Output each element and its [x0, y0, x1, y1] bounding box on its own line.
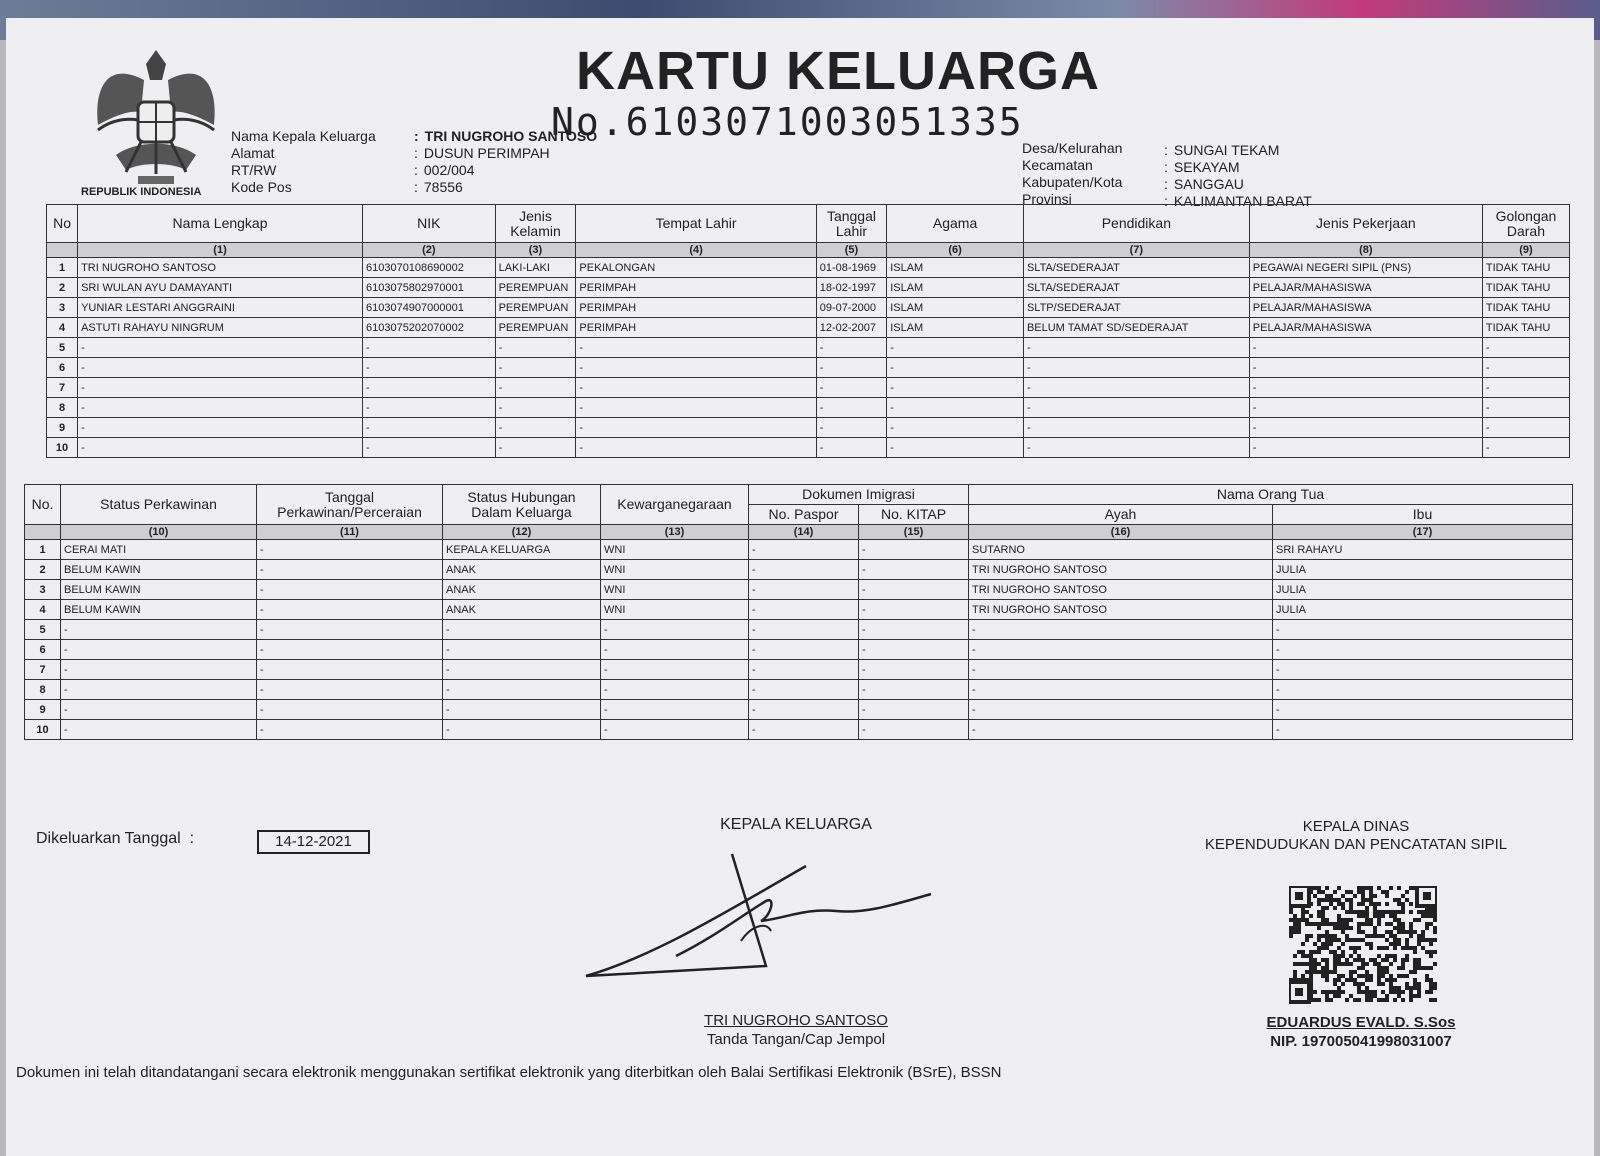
issued-date-label [36, 830, 194, 848]
status-header-row-1 [25, 485, 1573, 505]
status-cell: - [749, 620, 859, 640]
member-cell: - [495, 438, 576, 458]
status-cell: - [601, 620, 749, 640]
column-number: (13) [601, 525, 749, 540]
member-cell: - [362, 398, 495, 418]
status-cell: - [601, 640, 749, 660]
official-title-1: KEPALA DINAS [1302, 818, 1410, 835]
head-signature-caption: Tanda Tangan/Cap Jempol [706, 1031, 886, 1048]
status-cell: - [257, 540, 443, 560]
header-agama: Agama [887, 205, 1024, 243]
status-cell: - [749, 720, 859, 740]
status-cell: - [257, 720, 443, 740]
status-cell: JULIA [1273, 580, 1573, 600]
member-cell: - [576, 398, 816, 418]
member-cell: - [576, 338, 816, 358]
document-title: KARTU KELUARGA [576, 41, 1100, 101]
status-row [25, 640, 1573, 660]
status-cell: - [1273, 640, 1573, 660]
member-cell: - [887, 358, 1024, 378]
status-cell: - [969, 640, 1273, 660]
row-number: 8 [47, 398, 78, 418]
column-number [47, 243, 78, 258]
kodepos-value: 78556 [423, 179, 463, 195]
status-cell: - [969, 680, 1273, 700]
member-row [47, 418, 1570, 438]
status-cell: BELUM KAWIN [61, 560, 257, 580]
row-number: 4 [25, 600, 61, 620]
row-number: 4 [47, 318, 78, 338]
header-fields-left [231, 128, 376, 196]
member-cell: TIDAK TAHU [1482, 258, 1569, 278]
family-card-number: No.6103071003051335 [551, 100, 1024, 144]
member-cell: - [362, 338, 495, 358]
column-number: (16) [969, 525, 1273, 540]
member-cell: - [1249, 438, 1482, 458]
member-cell: PEKALONGAN [576, 258, 816, 278]
member-cell: - [1249, 418, 1482, 438]
status-cell: - [749, 540, 859, 560]
rtrw-value: 002/004 [423, 162, 475, 178]
status-cell: - [749, 700, 859, 720]
member-cell: 09-07-2000 [816, 298, 886, 318]
member-cell: - [362, 358, 495, 378]
status-cell: - [859, 540, 969, 560]
member-cell: ISLAM [887, 318, 1024, 338]
member-cell: PELAJAR/MAHASISWA [1249, 298, 1482, 318]
member-cell: - [816, 418, 886, 438]
member-cell: 18-02-1997 [816, 278, 886, 298]
row-number: 3 [25, 580, 61, 600]
member-cell: - [1023, 358, 1249, 378]
head-signature-title: KEPALA KELUARGA [720, 816, 872, 833]
member-cell: - [1482, 398, 1569, 418]
header-jenis-kelamin: Jenis Kelamin [495, 205, 576, 243]
status-row [25, 700, 1573, 720]
members-column-number-row [47, 243, 1570, 258]
member-cell: TIDAK TAHU [1482, 278, 1569, 298]
member-row [47, 338, 1570, 358]
status-cell: - [859, 680, 969, 700]
member-cell: PERIMPAH [576, 318, 816, 338]
desa-value: SUNGAI TEKAM [1173, 142, 1280, 158]
member-cell: - [576, 358, 816, 378]
status-cell: - [257, 680, 443, 700]
column-number: (14) [749, 525, 859, 540]
status-cell: - [749, 640, 859, 660]
member-cell: TIDAK TAHU [1482, 318, 1569, 338]
status-row [25, 720, 1573, 740]
member-cell: PEGAWAI NEGERI SIPIL (PNS) [1249, 258, 1482, 278]
row-number: 6 [25, 640, 61, 660]
member-cell: - [1023, 378, 1249, 398]
member-cell: - [1249, 338, 1482, 358]
header-tempat-lahir: Tempat Lahir [576, 205, 816, 243]
member-cell: SLTA/SEDERAJAT [1023, 278, 1249, 298]
header-no: No [47, 205, 78, 243]
member-cell: - [362, 418, 495, 438]
column-number: (6) [887, 243, 1024, 258]
member-row [47, 298, 1570, 318]
member-cell: - [1482, 358, 1569, 378]
row-number: 9 [25, 700, 61, 720]
status-cell: - [859, 700, 969, 720]
status-cell: - [749, 660, 859, 680]
status-cell: - [443, 700, 601, 720]
official-name: EDUARDUS EVALD. S.Sos [1266, 1014, 1456, 1031]
status-row [25, 620, 1573, 640]
header-golongan-darah: Golongan Darah [1482, 205, 1569, 243]
member-cell: PEREMPUAN [495, 318, 576, 338]
status-row [25, 680, 1573, 700]
status-row [25, 560, 1573, 580]
member-cell: - [495, 418, 576, 438]
status-cell: ANAK [443, 560, 601, 580]
status-cell: - [859, 640, 969, 660]
field-label-kecamatan: Kecamatan [1022, 157, 1093, 173]
header-pendidikan: Pendidikan [1023, 205, 1249, 243]
member-cell: - [887, 378, 1024, 398]
header-jenis-pekerjaan: Jenis Pekerjaan [1249, 205, 1482, 243]
member-cell: PEREMPUAN [495, 278, 576, 298]
member-cell: - [1482, 438, 1569, 458]
status-cell: - [749, 600, 859, 620]
status-cell: WNI [601, 540, 749, 560]
family-card-document [6, 18, 1594, 1156]
member-cell: 01-08-1969 [816, 258, 886, 278]
handwritten-signature-icon [566, 846, 946, 996]
column-number: (7) [1023, 243, 1249, 258]
member-cell: PELAJAR/MAHASISWA [1249, 278, 1482, 298]
member-row [47, 358, 1570, 378]
row-number: 6 [47, 358, 78, 378]
status-cell: - [257, 600, 443, 620]
member-cell: SLTA/SEDERAJAT [1023, 258, 1249, 278]
status-cell: - [443, 620, 601, 640]
status-row [25, 540, 1573, 560]
member-cell: 6103075802970001 [362, 278, 495, 298]
row-number: 7 [25, 660, 61, 680]
field-label-kepala: Nama Kepala Keluarga [231, 128, 376, 144]
status-column-number-row [25, 525, 1573, 540]
field-label-kodepos: Kode Pos [231, 179, 292, 195]
header-tanggal-perkawinan: Tanggal Perkawinan/Perceraian [257, 485, 443, 525]
row-number: 9 [47, 418, 78, 438]
status-cell: - [257, 640, 443, 660]
member-cell: 6103075202070002 [362, 318, 495, 338]
status-cell: KEPALA KELUARGA [443, 540, 601, 560]
column-number: (3) [495, 243, 576, 258]
member-cell: PERIMPAH [576, 278, 816, 298]
status-cell: - [859, 620, 969, 640]
status-cell: - [969, 620, 1273, 640]
status-cell: - [257, 620, 443, 640]
status-cell: - [969, 720, 1273, 740]
status-cell: - [61, 640, 257, 660]
member-cell: - [362, 438, 495, 458]
column-number: (11) [257, 525, 443, 540]
header-dokumen-imigrasi: Dokumen Imigrasi [749, 485, 969, 505]
status-cell: - [859, 660, 969, 680]
status-cell: - [443, 720, 601, 740]
row-number: 10 [47, 438, 78, 458]
status-row [25, 600, 1573, 620]
column-number: (2) [362, 243, 495, 258]
member-cell: ASTUTI RAHAYU NINGRUM [78, 318, 363, 338]
status-cell: SUTARNO [969, 540, 1273, 560]
status-cell: - [601, 720, 749, 740]
member-cell: - [1249, 378, 1482, 398]
member-cell: - [576, 438, 816, 458]
member-row [47, 398, 1570, 418]
status-cell: TRI NUGROHO SANTOSO [969, 580, 1273, 600]
official-title-2: KEPENDUDUKAN DAN PENCATATAN SIPIL [1204, 836, 1508, 853]
member-cell: - [78, 378, 363, 398]
header-ibu: Ibu [1273, 505, 1573, 525]
status-cell: WNI [601, 580, 749, 600]
status-cell: - [969, 700, 1273, 720]
member-cell: - [887, 438, 1024, 458]
header-no-kitap: No. KITAP [859, 505, 969, 525]
status-cell: - [61, 680, 257, 700]
status-row [25, 580, 1573, 600]
member-cell: SLTP/SEDERAJAT [1023, 298, 1249, 318]
head-signature-name: TRI NUGROHO SANTOSO [704, 1012, 888, 1029]
member-cell: - [1249, 398, 1482, 418]
field-label-alamat: Alamat [231, 145, 275, 161]
issued-label-text: Dikeluarkan Tanggal [36, 830, 181, 847]
field-label-rtrw: RT/RW [231, 162, 277, 178]
row-number: 2 [47, 278, 78, 298]
row-number: 1 [47, 258, 78, 278]
status-cell: - [601, 700, 749, 720]
row-number: 1 [25, 540, 61, 560]
member-cell: - [576, 418, 816, 438]
member-cell: LAKI-LAKI [495, 258, 576, 278]
header-fields-right [1022, 140, 1122, 208]
row-number: 5 [25, 620, 61, 640]
header-tanggal-lahir: Tanggal Lahir [816, 205, 886, 243]
status-cell: JULIA [1273, 600, 1573, 620]
field-label-desa: Desa/Kelurahan [1022, 140, 1123, 156]
status-cell: JULIA [1273, 560, 1573, 580]
header-ayah: Ayah [969, 505, 1273, 525]
member-cell: ISLAM [887, 258, 1024, 278]
status-row [25, 660, 1573, 680]
provinsi-value: KALIMANTAN BARAT [1173, 193, 1312, 209]
row-number: 2 [25, 560, 61, 580]
member-cell: - [495, 338, 576, 358]
member-cell: - [362, 378, 495, 398]
status-cell: - [61, 620, 257, 640]
member-cell: - [816, 378, 886, 398]
column-number: (8) [1249, 243, 1482, 258]
status-cell: - [601, 680, 749, 700]
member-cell: - [887, 418, 1024, 438]
member-cell: - [1249, 358, 1482, 378]
status-cell: - [601, 660, 749, 680]
kecamatan-value: SEKAYAM [1173, 159, 1240, 175]
member-cell: - [495, 378, 576, 398]
header-kewarganegaraan: Kewarganegaraan [601, 485, 749, 525]
column-number: (15) [859, 525, 969, 540]
member-cell: - [78, 358, 363, 378]
status-cell: - [749, 560, 859, 580]
column-number: (4) [576, 243, 816, 258]
member-cell: - [576, 378, 816, 398]
member-cell: 6103070108690002 [362, 258, 495, 278]
member-cell: 12-02-2007 [816, 318, 886, 338]
alamat-value: DUSUN PERIMPAH [423, 145, 550, 161]
members-header-row [47, 205, 1570, 243]
member-cell: TRI NUGROHO SANTOSO [78, 258, 363, 278]
member-row [47, 318, 1570, 338]
member-cell: ISLAM [887, 278, 1024, 298]
row-number: 5 [47, 338, 78, 358]
status-cell: ANAK [443, 600, 601, 620]
column-number: (12) [443, 525, 601, 540]
column-number: (10) [61, 525, 257, 540]
member-cell: PEREMPUAN [495, 298, 576, 318]
member-cell: - [1023, 338, 1249, 358]
status-cell: - [859, 580, 969, 600]
member-cell: - [1482, 378, 1569, 398]
status-cell: - [257, 700, 443, 720]
status-cell: - [749, 680, 859, 700]
member-row [47, 258, 1570, 278]
members-table [46, 204, 1570, 458]
member-cell: PERIMPAH [576, 298, 816, 318]
status-cell: - [1273, 620, 1573, 640]
column-number: (9) [1482, 243, 1569, 258]
member-cell: - [78, 338, 363, 358]
status-cell: BELUM KAWIN [61, 580, 257, 600]
kepala-keluarga-value: TRI NUGROHO SANTOSO [424, 128, 598, 144]
status-cell: - [257, 560, 443, 580]
field-label-provinsi: Provinsi [1022, 191, 1072, 207]
status-cell: TRI NUGROHO SANTOSO [969, 600, 1273, 620]
status-cell: - [61, 700, 257, 720]
status-cell: - [749, 580, 859, 600]
status-cell: - [443, 660, 601, 680]
member-cell: - [78, 418, 363, 438]
emblem-caption: REPUBLIK INDONESIA [81, 186, 202, 198]
status-cell: WNI [601, 560, 749, 580]
column-number [25, 525, 61, 540]
status-cell: - [969, 660, 1273, 680]
header-values-right: : SUNGAI TEKAM : SEKAYAM : SANGGAU : KALIMANTAN BARAT [1164, 142, 1312, 209]
garuda-emblem-icon [86, 40, 226, 195]
member-cell: - [78, 438, 363, 458]
member-cell: - [1482, 338, 1569, 358]
status-cell: TRI NUGROHO SANTOSO [969, 560, 1273, 580]
status-cell: - [859, 560, 969, 580]
status-cell: BELUM KAWIN [61, 600, 257, 620]
member-cell: - [1023, 418, 1249, 438]
status-cell: - [1273, 720, 1573, 740]
field-label-kabupaten: Kabupaten/Kota [1022, 174, 1123, 190]
member-cell: 6103074907000001 [362, 298, 495, 318]
column-number: (5) [816, 243, 886, 258]
issued-date-value: 14-12-2021 [257, 830, 370, 854]
status-cell: - [1273, 700, 1573, 720]
member-cell: - [1023, 438, 1249, 458]
header-no-paspor: No. Paspor [749, 505, 859, 525]
member-row [47, 438, 1570, 458]
member-cell: - [816, 358, 886, 378]
status-cell: CERAI MATI [61, 540, 257, 560]
header-values-left: : TRI NUGROHO SANTOSO : DUSUN PERIMPAH : 002/004 : 78556 [414, 128, 598, 195]
member-cell: - [1482, 418, 1569, 438]
member-cell: - [1023, 398, 1249, 418]
row-number: 3 [47, 298, 78, 318]
header-nama-lengkap: Nama Lengkap [78, 205, 363, 243]
issued-separator: : [189, 830, 195, 847]
status-cell: - [1273, 680, 1573, 700]
member-cell: BELUM TAMAT SD/SEDERAJAT [1023, 318, 1249, 338]
row-number: 10 [25, 720, 61, 740]
status-cell: WNI [601, 600, 749, 620]
header-nik: NIK [362, 205, 495, 243]
status-cell: SRI RAHAYU [1273, 540, 1573, 560]
kabupaten-value: SANGGAU [1173, 176, 1244, 192]
header-no-2: No. [25, 485, 61, 525]
member-cell: - [816, 338, 886, 358]
member-cell: - [887, 398, 1024, 418]
member-cell: - [495, 398, 576, 418]
row-number: 7 [47, 378, 78, 398]
status-cell: - [257, 660, 443, 680]
qr-code-icon [1289, 886, 1437, 1004]
status-cell: - [61, 660, 257, 680]
status-cell: - [257, 580, 443, 600]
status-cell: - [1273, 660, 1573, 680]
member-row [47, 378, 1570, 398]
member-cell: ISLAM [887, 298, 1024, 318]
member-row [47, 278, 1570, 298]
status-cell: ANAK [443, 580, 601, 600]
member-cell: - [887, 338, 1024, 358]
member-cell: - [816, 398, 886, 418]
status-table [24, 484, 1573, 740]
column-number: (1) [78, 243, 363, 258]
header-nama-orang-tua: Nama Orang Tua [969, 485, 1573, 505]
header-status-hubungan: Status Hubungan Dalam Keluarga [443, 485, 601, 525]
column-number: (17) [1273, 525, 1573, 540]
official-nip: NIP. 197005041998031007 [1270, 1033, 1452, 1050]
member-cell: SRI WULAN AYU DAMAYANTI [78, 278, 363, 298]
status-cell: - [859, 720, 969, 740]
member-cell: TIDAK TAHU [1482, 298, 1569, 318]
status-cell: - [61, 720, 257, 740]
member-cell: PELAJAR/MAHASISWA [1249, 318, 1482, 338]
status-cell: - [859, 600, 969, 620]
row-number: 8 [25, 680, 61, 700]
member-cell: - [78, 398, 363, 418]
status-cell: - [443, 640, 601, 660]
electronic-signature-note: Dokumen ini telah ditandatangani secara elektronik menggunakan sertifikat elektronik yang diterbitkan oleh Balai Sertifikasi Elektronik (BSrE), BSSN [16, 1064, 1002, 1081]
member-cell: - [816, 438, 886, 458]
header-status-perkawinan: Status Perkawinan [61, 485, 257, 525]
member-cell: - [495, 358, 576, 378]
status-cell: - [443, 680, 601, 700]
member-cell: YUNIAR LESTARI ANGGRAINI [78, 298, 363, 318]
